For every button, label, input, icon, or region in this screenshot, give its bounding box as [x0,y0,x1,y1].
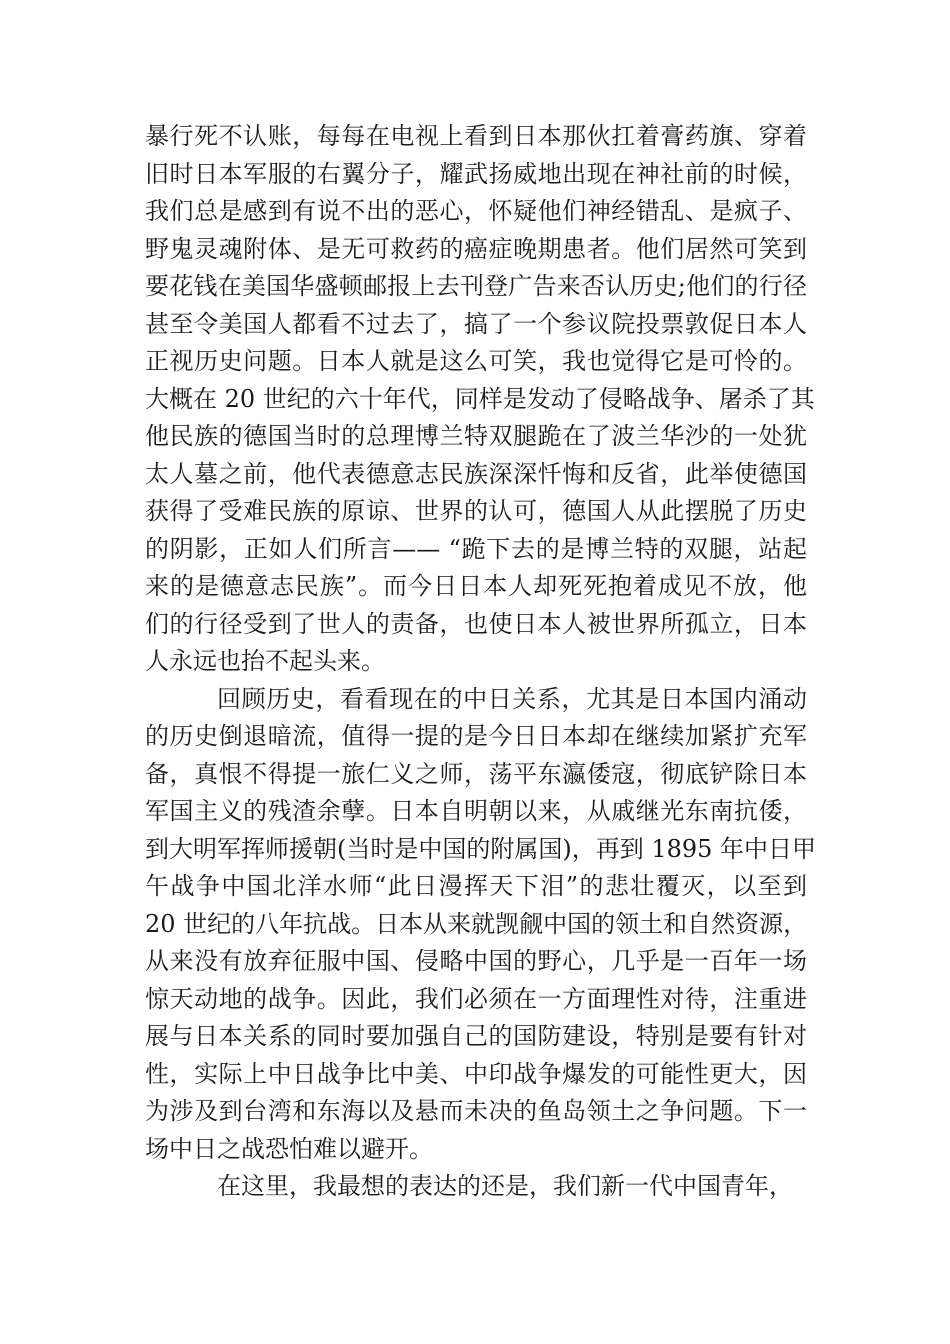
text-line: 要花钱在美国华盛顿邮报上去刊登广告来否认历史;他们的行径 [145,272,807,300]
paragraph [145,1168,807,1206]
text-line: 暴行死不认账，每每在电视上看到日本那伙扛着膏药旗、穿着 [145,122,807,150]
text-line: 备，真恨不得提一旅仁义之师，荡平东瀛倭寇，彻底铲除日本 [145,759,807,788]
text-line: 从来没有放弃征服中国、侵略中国的野心，几乎是一百年一场 [145,947,807,975]
paragraph [145,118,815,681]
text-line: 20 世纪的八年抗战。日本从来就觊觎中国的领土和自然资源， [145,909,808,938]
text-line: 回顾历史，看看现在的中日关系，尤其是日本国内涌动 [217,684,807,713]
paragraph [145,681,817,1169]
text-line: 人永远也抬不起头来。 [145,647,385,675]
text-line: 性，实际上中日战争比中美、中印战争爆发的可能性更大，因 [145,1059,807,1088]
text-line: 太人墓之前，他代表德意志民族深深忏悔和反省，此举使德国 [145,459,807,488]
text-line: 场中日之战恐怕难以避开。 [145,1134,433,1163]
text-line: 正视历史问题。日本人就是这么可笑，我也觉得它是可怜的。 [145,347,807,375]
text-line: 展与日本关系的同时要加强自己的国防建设，特别是要有针对 [145,1022,807,1050]
text-line: 野鬼灵魂附体、是无可救药的癌症晚期患者。他们居然可笑到 [145,234,807,263]
text-line: 大概在 20 世纪的六十年代，同样是发动了侵略战争、屠杀了其 [145,384,815,413]
body-text [145,118,817,1206]
text-line: 们的行径受到了世人的责备，也使日本人被世界所孤立，日本 [145,609,807,638]
text-line: 在这里，我最想的表达的还是，我们新一代中国青年， [217,1172,793,1200]
text-line: 到大明军挥师援朝(当时是中国的附属国)，再到 1895 年中日甲 [145,834,817,863]
text-line: 来的是德意志民族”。而今日日本人却死死抱着成见不放，他 [145,572,807,600]
text-line: 他民族的德国当时的总理博兰特双腿跪在了波兰华沙的一处犹 [145,422,807,450]
text-line: 甚至令美国人都看不过去了，搞了一个参议院投票敦促日本人 [145,309,807,338]
text-line: 惊天动地的战争。因此，我们必须在一方面理性对待，注重进 [145,984,807,1013]
text-line: 为涉及到台湾和东海以及悬而未决的鱼岛领土之争问题。下一 [145,1097,807,1125]
text-line: 旧时日本军服的右翼分子，耀武扬威地出现在神社前的时候， [145,159,807,188]
text-line: 我们总是感到有说不出的恶心，怀疑他们神经错乱、是疯子、 [145,197,807,225]
text-line: 军国主义的残渣余孽。日本自明朝以来，从戚继光东南抗倭， [145,797,807,825]
text-line: 的阴影，正如人们所言—— “跪下去的是博兰特的双腿，站起 [145,534,807,563]
text-line: 的历史倒退暗流，值得一提的是今日日本却在继续加紧扩充军 [145,722,807,750]
text-line: 获得了受难民族的原谅、世界的认可，德国人从此摆脱了历史 [145,497,807,525]
text-line: 午战争中国北洋水师“此日漫挥天下泪”的悲壮覆灭，以至到 [145,872,807,900]
